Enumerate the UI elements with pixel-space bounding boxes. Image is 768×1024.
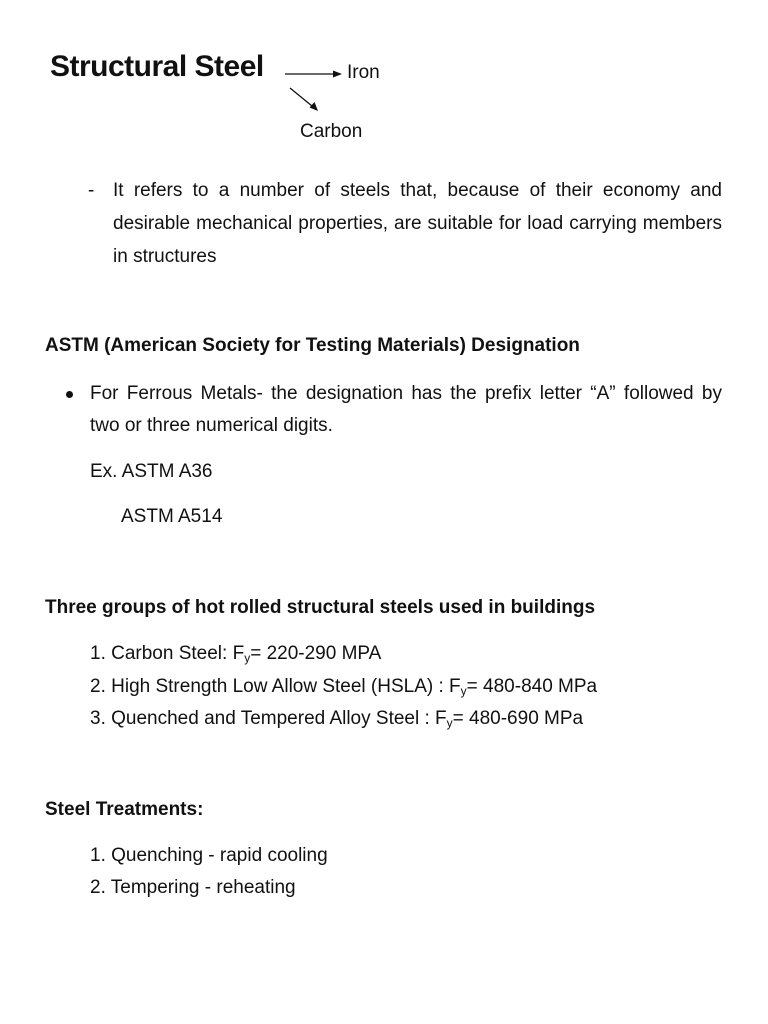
group-2-suffix: = 480-840 MPa bbox=[466, 676, 598, 697]
arrowhead-carbon-icon bbox=[310, 102, 319, 111]
composition-arrows bbox=[0, 0, 768, 140]
astm-example-1: Ex. ASTM A36 bbox=[90, 461, 213, 482]
list-item bbox=[90, 676, 597, 698]
astm-bullet-text: For Ferrous Metals- the designation has the prefix letter “A” followed by two or three numerical digits. bbox=[90, 383, 722, 436]
list-item: 2. Tempering - reheating bbox=[90, 877, 296, 898]
list-item bbox=[90, 643, 381, 665]
astm-example-2: ASTM A514 bbox=[121, 506, 223, 527]
dash-marker: - bbox=[88, 180, 95, 201]
list-item: 1. Quenching - rapid cooling bbox=[90, 845, 328, 866]
treatments-heading: Steel Treatments: bbox=[45, 799, 204, 820]
arrowhead-iron-icon bbox=[333, 71, 342, 78]
groups-heading: Three groups of hot rolled structural steels used in buildings bbox=[45, 597, 596, 618]
list-item bbox=[90, 708, 583, 730]
definition-text: It refers to a number of steels that, because of their economy and desirable mechanical properties, are suitable for load carrying members in structures bbox=[113, 180, 722, 267]
group-2-prefix: 2. High Strength Low Allow Steel (HSLA) : F bbox=[90, 676, 461, 697]
iron-label: Iron bbox=[347, 62, 380, 83]
astm-heading: ASTM (American Society for Testing Materials) Designation bbox=[45, 335, 580, 356]
carbon-label: Carbon bbox=[300, 121, 363, 142]
group-2-sub: y bbox=[460, 684, 467, 698]
definition-paragraph bbox=[88, 174, 722, 273]
group-1-sub: y bbox=[244, 651, 251, 665]
group-3-prefix: 3. Quenched and Tempered Alloy Steel : F bbox=[90, 708, 447, 729]
group-3-suffix: = 480-690 MPa bbox=[452, 708, 584, 729]
group-1-suffix: = 220-290 MPA bbox=[250, 643, 382, 664]
group-1-prefix: 1. Carbon Steel: F bbox=[90, 643, 245, 664]
bullet-icon bbox=[66, 391, 73, 398]
group-3-sub: y bbox=[446, 716, 453, 730]
page-title: Structural Steel bbox=[50, 50, 264, 83]
astm-bullet bbox=[66, 378, 722, 442]
arrow-to-carbon bbox=[290, 88, 312, 106]
